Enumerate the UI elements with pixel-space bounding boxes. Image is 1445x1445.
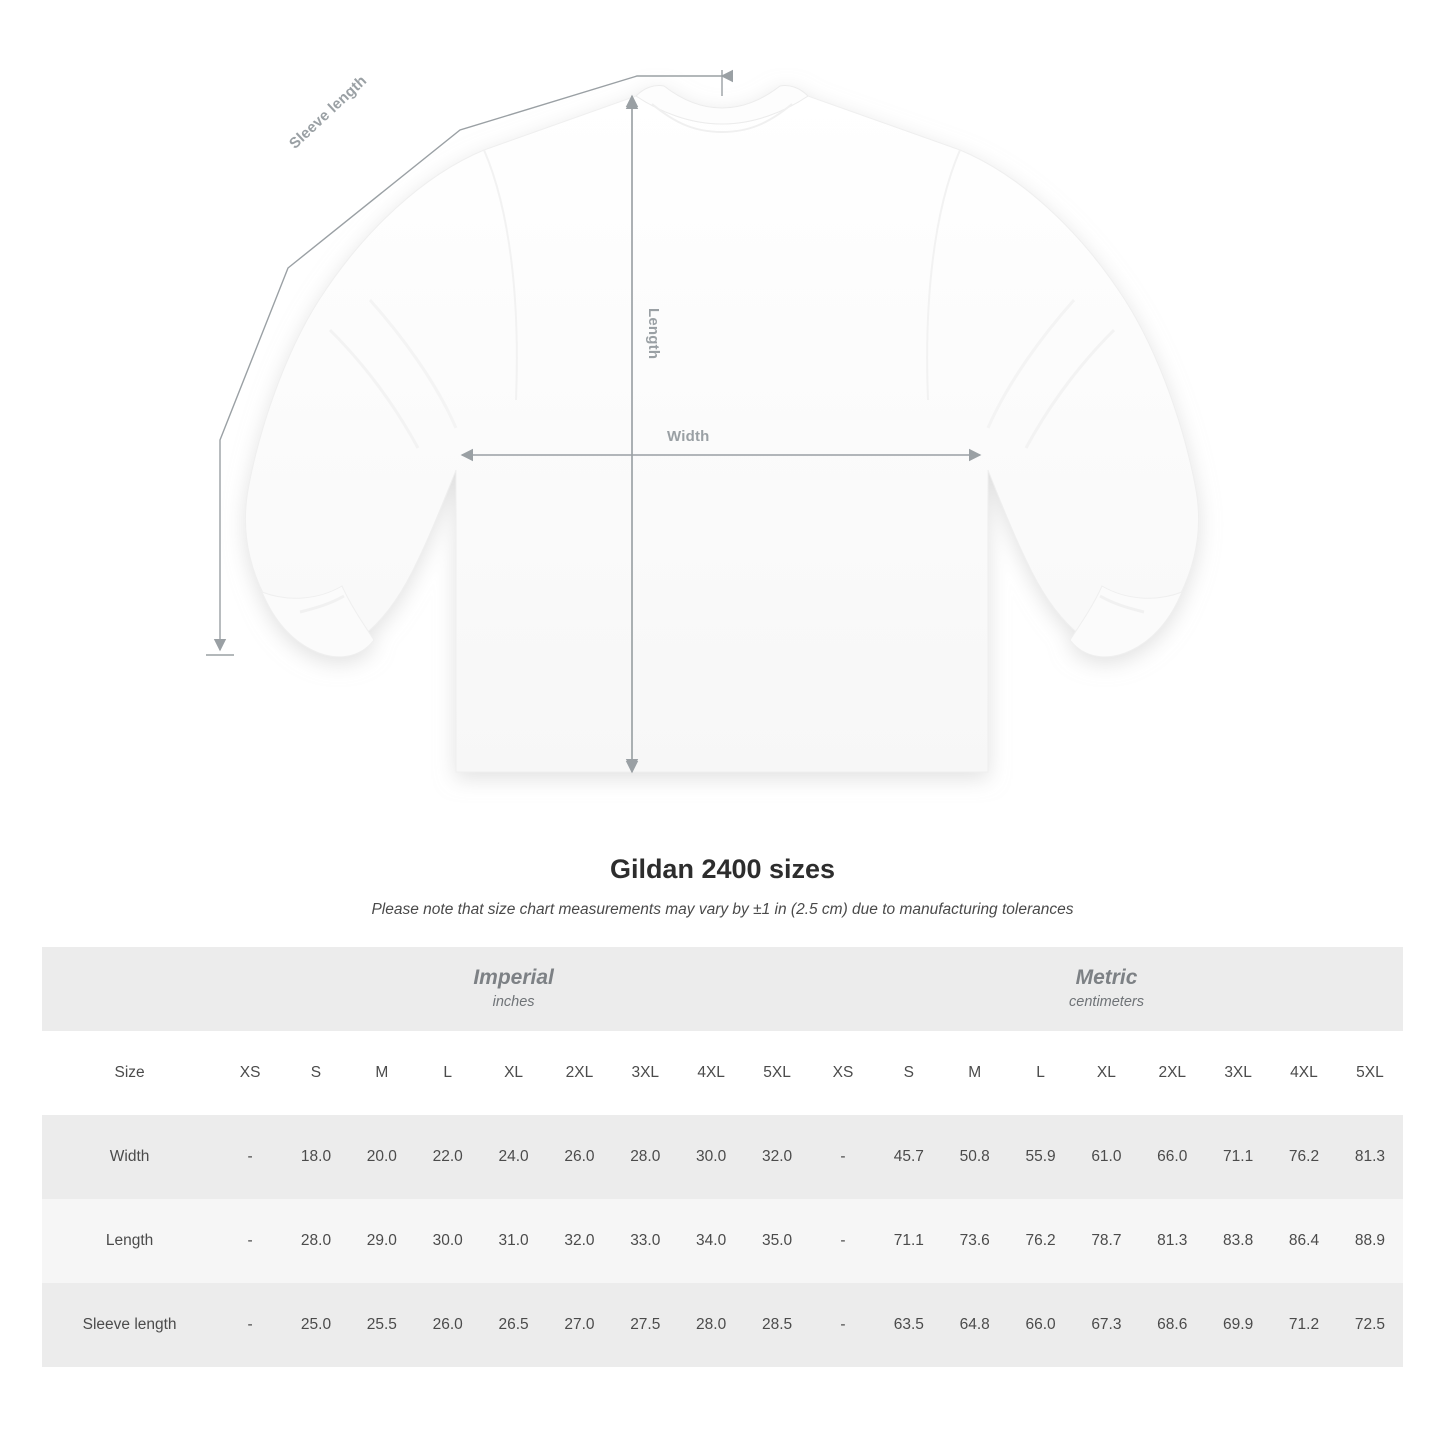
title-block: [0, 854, 1445, 919]
unit-group-imperial: [217, 947, 810, 1031]
size-header-row: [42, 1031, 1403, 1115]
size-header-cell: 3XL: [612, 1031, 678, 1115]
measurement-cell: 69.9: [1205, 1283, 1271, 1367]
measurement-cell: 66.0: [1139, 1115, 1205, 1199]
measurement-cell: 81.3: [1337, 1115, 1403, 1199]
measurement-cell: 28.0: [283, 1199, 349, 1283]
measurement-cell: -: [810, 1115, 876, 1199]
measurement-cell: 73.6: [942, 1199, 1008, 1283]
size-chart-table: [42, 947, 1403, 1367]
measurement-cell: 86.4: [1271, 1199, 1337, 1283]
page-title: Gildan 2400 sizes: [609, 854, 836, 884]
measurement-cell: 29.0: [349, 1199, 415, 1283]
measurement-cell: 71.2: [1271, 1283, 1337, 1367]
measurement-cell: -: [810, 1283, 876, 1367]
measurement-cell: 30.0: [415, 1199, 481, 1283]
measurement-cell: 28.0: [678, 1283, 744, 1367]
table-row: [42, 1115, 1403, 1199]
size-header-cell: M: [942, 1031, 1008, 1115]
measurement-cell: 33.0: [612, 1199, 678, 1283]
measurement-cell: 22.0: [415, 1115, 481, 1199]
measurement-cell: 71.1: [876, 1199, 942, 1283]
unit-group-sub: inches: [492, 994, 535, 1011]
sleeve-length-label: Sleeve length: [286, 72, 371, 153]
measurement-cell: 55.9: [1008, 1115, 1074, 1199]
size-header-cell: 2XL: [546, 1031, 612, 1115]
size-header-cell: 5XL: [1337, 1031, 1403, 1115]
measurement-cell: 28.5: [744, 1283, 810, 1367]
size-header-cell: XL: [481, 1031, 547, 1115]
measurement-cell: 72.5: [1337, 1283, 1403, 1367]
table-row: [42, 1199, 1403, 1283]
measurement-cell: 63.5: [876, 1283, 942, 1367]
size-header-label: Size: [42, 1031, 217, 1115]
measurement-cell: -: [217, 1115, 283, 1199]
measurement-cell: 35.0: [744, 1199, 810, 1283]
measurement-cell: 66.0: [1008, 1283, 1074, 1367]
length-label: Length: [645, 308, 662, 360]
unit-group-sub: centimeters: [1069, 994, 1144, 1011]
measurement-cell: 25.0: [283, 1283, 349, 1367]
size-header-cell: 3XL: [1205, 1031, 1271, 1115]
measurement-cell: 68.6: [1139, 1283, 1205, 1367]
row-label: Sleeve length: [42, 1283, 217, 1367]
measurement-cell: -: [810, 1199, 876, 1283]
unit-group-name: Imperial: [473, 965, 554, 989]
size-header-cell: XL: [1073, 1031, 1139, 1115]
size-table-wrapper: [42, 947, 1403, 1367]
measurement-cell: 61.0: [1073, 1115, 1139, 1199]
measurement-cell: 34.0: [678, 1199, 744, 1283]
measurement-cell: 27.5: [612, 1283, 678, 1367]
measurement-cell: 32.0: [744, 1115, 810, 1199]
unit-header-row: [42, 947, 1403, 1031]
size-header-cell: L: [415, 1031, 481, 1115]
measurement-cell: -: [217, 1283, 283, 1367]
measurement-cell: 18.0: [283, 1115, 349, 1199]
width-label: Width: [667, 428, 710, 445]
size-header-cell: M: [349, 1031, 415, 1115]
measurement-cell: 25.5: [349, 1283, 415, 1367]
measurement-cell: 24.0: [481, 1115, 547, 1199]
measurement-cell: 78.7: [1073, 1199, 1139, 1283]
tolerance-note: Please note that size chart measurements may vary by ±1 in (2.5 cm) due to manufacturing tolerances: [371, 901, 1074, 918]
unit-header-spacer: [42, 947, 217, 1031]
measurement-cell: 64.8: [942, 1283, 1008, 1367]
size-header-cell: XS: [217, 1031, 283, 1115]
measurement-cell: 32.0: [546, 1199, 612, 1283]
unit-group-metric: [810, 947, 1403, 1031]
shirt-shape: [245, 85, 1198, 772]
size-header-cell: 4XL: [678, 1031, 744, 1115]
size-header-cell: 4XL: [1271, 1031, 1337, 1115]
measurement-cell: 27.0: [546, 1283, 612, 1367]
measurement-cell: 76.2: [1008, 1199, 1074, 1283]
measurement-cell: 26.5: [481, 1283, 547, 1367]
measurement-cell: 26.0: [546, 1115, 612, 1199]
measurement-cell: 50.8: [942, 1115, 1008, 1199]
unit-group-name: Metric: [1075, 965, 1138, 989]
measurement-cell: 81.3: [1139, 1199, 1205, 1283]
measurement-cell: 76.2: [1271, 1115, 1337, 1199]
measurement-cell: 28.0: [612, 1115, 678, 1199]
measurement-cell: 31.0: [481, 1199, 547, 1283]
measurement-cell: 20.0: [349, 1115, 415, 1199]
size-header-cell: 5XL: [744, 1031, 810, 1115]
row-label: Length: [42, 1199, 217, 1283]
measurement-cell: 83.8: [1205, 1199, 1271, 1283]
measurement-cell: -: [217, 1199, 283, 1283]
measurement-cell: 71.1: [1205, 1115, 1271, 1199]
table-row: [42, 1283, 1403, 1367]
measurement-cell: 30.0: [678, 1115, 744, 1199]
size-header-cell: L: [1008, 1031, 1074, 1115]
measurement-cell: 26.0: [415, 1283, 481, 1367]
size-header-cell: XS: [810, 1031, 876, 1115]
measurement-cell: 88.9: [1337, 1199, 1403, 1283]
measurement-cell: 45.7: [876, 1115, 942, 1199]
measurement-cell: 67.3: [1073, 1283, 1139, 1367]
size-header-cell: 2XL: [1139, 1031, 1205, 1115]
size-header-cell: S: [283, 1031, 349, 1115]
row-label: Width: [42, 1115, 217, 1199]
size-header-cell: S: [876, 1031, 942, 1115]
